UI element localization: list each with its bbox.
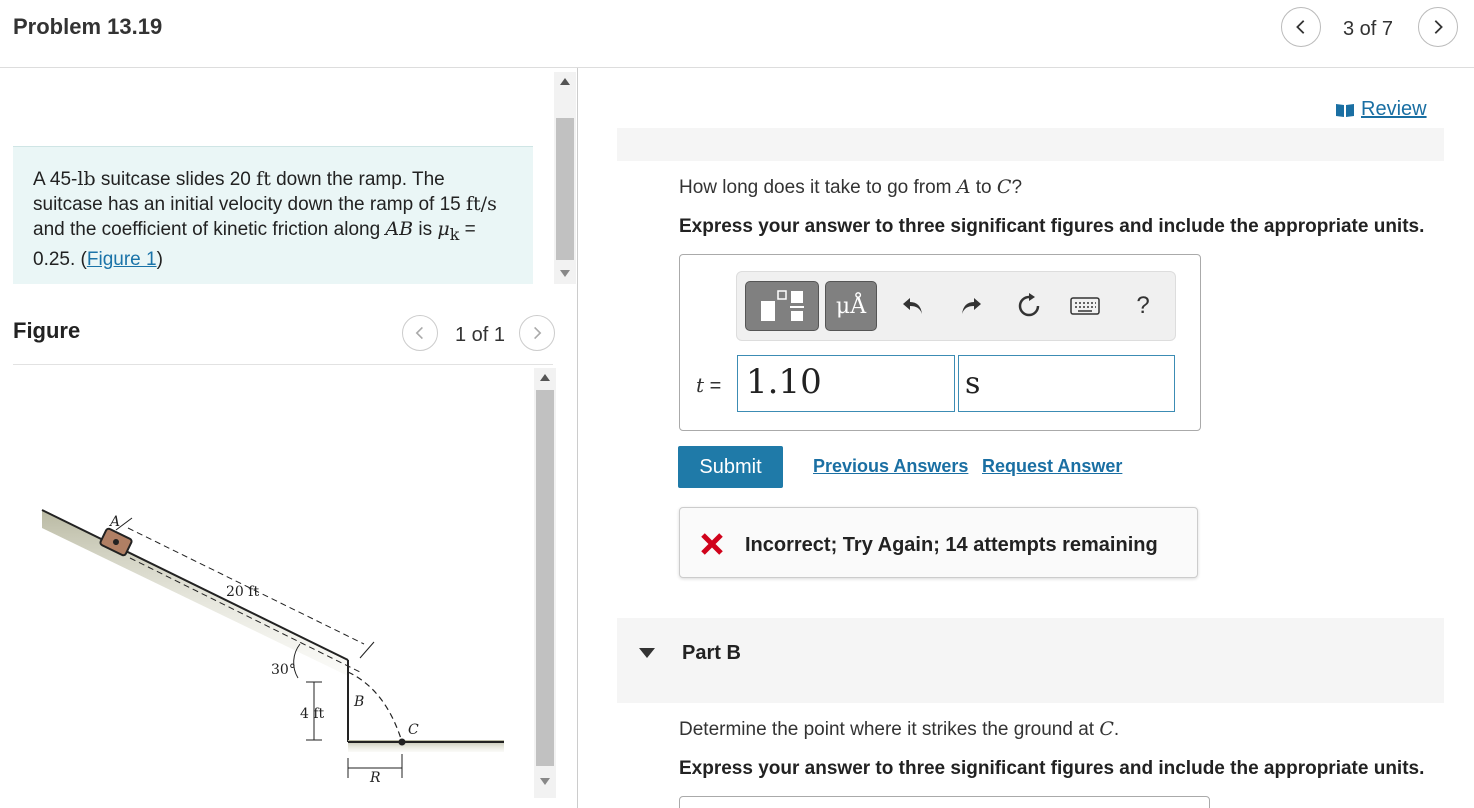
ramp-shading (42, 510, 348, 676)
label-b: B (354, 694, 365, 710)
scrollbar-thumb[interactable] (556, 118, 574, 260)
caret-down-icon (639, 648, 655, 658)
part-a-question (679, 176, 1022, 199)
previous-answers-link[interactable]: Previous Answers (813, 456, 969, 476)
label-angle: 30° (271, 662, 296, 678)
figure-prev-button[interactable] (402, 315, 438, 351)
header (0, 0, 1474, 68)
distance-unit: ft (256, 168, 271, 190)
ramp-line (42, 510, 348, 660)
help-button[interactable]: ? (1136, 292, 1150, 319)
question-text: How long does it take to go from (679, 177, 957, 198)
chevron-right-icon (529, 325, 545, 341)
problem-text: and the coefficient of kinetic friction along (33, 219, 386, 240)
book-icon (1335, 102, 1355, 118)
problem-page-count: 3 of 7 (1343, 18, 1394, 40)
label-distance: 20 ft (226, 584, 260, 600)
reset-icon (1016, 293, 1042, 319)
figure-divider (13, 364, 553, 365)
problem-text: suitcase slides 20 (95, 169, 257, 190)
equals-sign: = (704, 375, 722, 397)
submit-button[interactable]: Submit (678, 446, 783, 488)
variable-label (696, 373, 721, 398)
part-b-instruction: Express your answer to three significant figures and include the appropriate units. (679, 758, 1425, 779)
figure-scrollbar[interactable] (534, 368, 556, 798)
review-label: Review (1361, 98, 1427, 120)
units-button[interactable]: μÅ (825, 281, 877, 331)
point-c: C (996, 176, 1012, 198)
problem-title: Problem 13.19 (13, 14, 163, 39)
question-text: to (970, 177, 997, 198)
weight-unit: lb (77, 168, 96, 190)
chevron-right-icon (1429, 18, 1447, 36)
feedback-text: Incorrect; Try Again; 14 attempts remaining (745, 534, 1158, 556)
figure-next-button[interactable] (519, 315, 555, 351)
feedback-message (679, 507, 1198, 578)
chevron-left-icon (412, 325, 428, 341)
label-height: 4 ft (300, 706, 325, 722)
variable-symbol: t (696, 373, 705, 397)
figure-heading: Figure (13, 318, 81, 343)
part-b-header[interactable] (617, 618, 1444, 703)
label-c: C (408, 722, 419, 738)
point-c-marker (399, 739, 406, 746)
problem-statement (13, 146, 533, 284)
mu-subscript: k (449, 224, 460, 244)
part-a-instruction: Express your answer to three significant figures and include the appropriate units. (679, 216, 1425, 237)
templates-button[interactable] (745, 281, 819, 331)
figure-link[interactable]: Figure 1 (86, 248, 157, 270)
problem-text: down the ramp. The suitcase has an initial velocity down the ramp of 15 (33, 169, 467, 215)
undo-button[interactable] (897, 290, 929, 322)
problem-text: ) (156, 248, 163, 270)
question-text: ? (1011, 177, 1023, 198)
next-problem-button[interactable] (1418, 7, 1458, 47)
problem-text: A 45- (33, 169, 78, 190)
problem-scrollbar[interactable] (554, 72, 576, 284)
question-text: Determine the point where it strikes the ground at (679, 719, 1100, 740)
templates-icon (758, 287, 806, 325)
scroll-up-arrow-icon[interactable] (560, 78, 570, 85)
chevron-left-icon (1292, 18, 1310, 36)
keyboard-button[interactable] (1069, 290, 1101, 322)
point-c: C (1099, 718, 1114, 740)
part-a-header-bar (617, 128, 1444, 161)
answer-box (679, 254, 1201, 431)
incorrect-x-icon (700, 532, 724, 556)
redo-button[interactable] (955, 290, 987, 322)
scroll-down-arrow-icon[interactable] (540, 778, 550, 785)
scrollbar-thumb[interactable] (536, 390, 554, 766)
redo-icon (958, 293, 984, 319)
undo-icon (900, 293, 926, 319)
velocity-unit: ft/s (466, 193, 497, 215)
label-a: A (110, 514, 121, 530)
unit-input[interactable]: s (958, 355, 1175, 412)
scroll-down-arrow-icon[interactable] (560, 270, 570, 277)
figure-count: 1 of 1 (455, 324, 506, 346)
mu-symbol: μ (437, 218, 450, 240)
problem-text: is (413, 219, 438, 240)
question-text: . (1113, 719, 1120, 740)
value-input[interactable]: 1.10 (737, 355, 955, 412)
label-r: R (370, 770, 381, 786)
point-a: A (956, 176, 971, 198)
scroll-up-arrow-icon[interactable] (540, 374, 550, 381)
left-panel (0, 68, 578, 808)
request-answer-link[interactable]: Request Answer (982, 456, 1123, 476)
part-b-title: Part B (682, 642, 741, 664)
part-b-question (679, 718, 1119, 741)
part-b-answer-box (679, 796, 1210, 808)
previous-problem-button[interactable] (1281, 7, 1321, 47)
ramp-figure (30, 428, 520, 798)
math-toolbar (736, 271, 1176, 341)
problem-text: = 0.25. ( (33, 219, 476, 270)
dimension-tick (360, 642, 374, 658)
keyboard-icon (1070, 296, 1100, 316)
reset-button[interactable] (1013, 290, 1045, 322)
segment-label: AB (385, 218, 414, 240)
review-link[interactable] (1335, 98, 1427, 121)
